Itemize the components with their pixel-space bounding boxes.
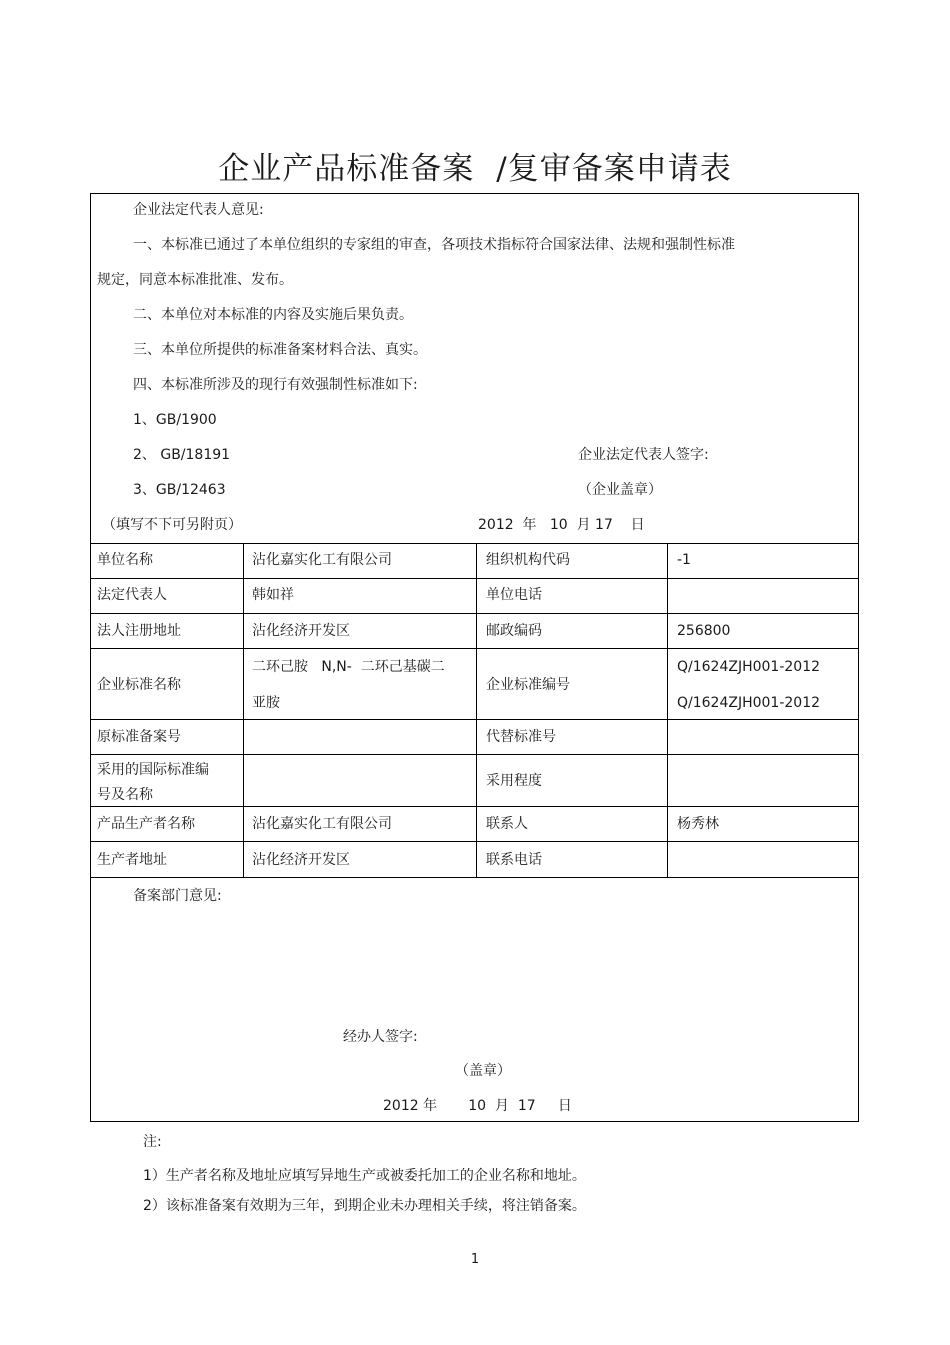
mandatory-standard-3: 3、GB/12463 — [133, 482, 226, 498]
adopt-degree-label: 采用程度 — [486, 773, 542, 789]
contact-person-label: 联系人 — [486, 816, 528, 832]
page-title — [0, 143, 950, 188]
std-number-label: 企业标准编号 — [486, 677, 570, 693]
table-rule — [90, 806, 859, 807]
note-2: 2）该标准备案有效期为三年，到期企业未办理相关手续，将注销备案。 — [143, 1198, 586, 1214]
opinion-item-4: 四、本标准所涉及的现行有效强制性标准如下: — [133, 377, 418, 393]
postcode-label: 邮政编码 — [486, 623, 542, 639]
handler-signature-label: 经办人签字: — [343, 1029, 418, 1045]
note-1: 1）生产者名称及地址应填写异地生产或被委托加工的企业名称和地址。 — [143, 1168, 586, 1184]
producer-name-value: 沾化嘉实化工有限公司 — [252, 816, 392, 832]
intl-std-label-line-2: 号及名称 — [97, 787, 153, 803]
intl-std-label-line-1: 采用的国际标准编 — [97, 762, 209, 778]
dept-seal-label: （盖章） — [455, 1063, 511, 1079]
table-column-rule — [476, 543, 477, 877]
unit-name-label: 单位名称 — [97, 552, 153, 568]
contact-phone-label: 联系电话 — [486, 852, 542, 868]
opinion-heading: 企业法定代表人意见: — [133, 202, 264, 218]
dept-date: 2012 年 10 月 17 日 — [383, 1098, 572, 1114]
title-part-2: /复审备案申请表 — [496, 151, 732, 187]
table-rule — [90, 543, 859, 544]
std-name-value-line-2: 亚胺 — [252, 695, 280, 711]
std-number-value-line-2: Q/1624ZJH001-2012 — [677, 695, 821, 711]
producer-address-label: 生产者地址 — [97, 852, 167, 868]
unit-phone-label: 单位电话 — [486, 587, 542, 603]
notes-heading: 注: — [143, 1134, 162, 1150]
orig-filing-label: 原标准备案号 — [97, 729, 181, 745]
replaced-std-label: 代替标准号 — [486, 729, 556, 745]
table-column-rule — [243, 543, 244, 877]
producer-name-label: 产品生产者名称 — [97, 816, 195, 832]
attach-page-note: （填写不下可另附页） — [102, 517, 242, 533]
std-number-value-line-1: Q/1624ZJH001-2012 — [677, 659, 821, 675]
mandatory-standard-2: 2、 GB/18191 — [133, 447, 231, 463]
company-seal-label: （企业盖章） — [578, 482, 662, 498]
table-rule — [90, 613, 859, 614]
table-rule — [90, 648, 859, 649]
table-rule — [90, 754, 859, 755]
table-column-rule — [667, 543, 668, 877]
legal-rep-label: 法定代表人 — [97, 587, 167, 603]
table-rule — [90, 877, 859, 878]
producer-address-value: 沾化经济开发区 — [252, 852, 350, 868]
opinion-item-2: 二、本单位对本标准的内容及实施后果负责。 — [133, 307, 413, 323]
opinion-date: 2012 年 10 月 17 日 — [478, 517, 645, 533]
dept-opinion-heading: 备案部门意见: — [133, 888, 222, 904]
org-code-label: 组织机构代码 — [486, 552, 570, 568]
contact-person-value: 杨秀林 — [677, 816, 719, 832]
unit-name-value: 沾化嘉实化工有限公司 — [252, 552, 392, 568]
reg-address-value: 沾化经济开发区 — [252, 623, 350, 639]
table-rule — [90, 719, 859, 720]
org-code-value: -1 — [677, 552, 691, 568]
table-rule — [90, 841, 859, 842]
table-rule — [90, 578, 859, 579]
opinion-item-1-line-1: 一、本标准已通过了本单位组织的专家组的审查，各项技术指标符合国家法律、法规和强制性标准 — [133, 237, 735, 253]
page-number: 1 — [470, 1252, 480, 1267]
mandatory-standard-1: 1、GB/1900 — [133, 412, 217, 428]
title-part-1: 企业产品标准备案 — [218, 151, 475, 187]
std-name-label: 企业标准名称 — [97, 677, 181, 693]
opinion-item-1-line-2: 规定，同意本标准批准、发布。 — [97, 272, 293, 288]
legal-rep-value: 韩如祥 — [252, 587, 294, 603]
postcode-value: 256800 — [677, 623, 731, 639]
reg-address-label: 法人注册地址 — [97, 623, 181, 639]
legal-rep-signature-label: 企业法定代表人签字: — [578, 447, 709, 463]
opinion-item-3: 三、本单位所提供的标准备案材料合法、真实。 — [133, 342, 427, 358]
std-name-value-line-1: 二环己胺 N,N- 二环己基碳二 — [252, 659, 445, 675]
